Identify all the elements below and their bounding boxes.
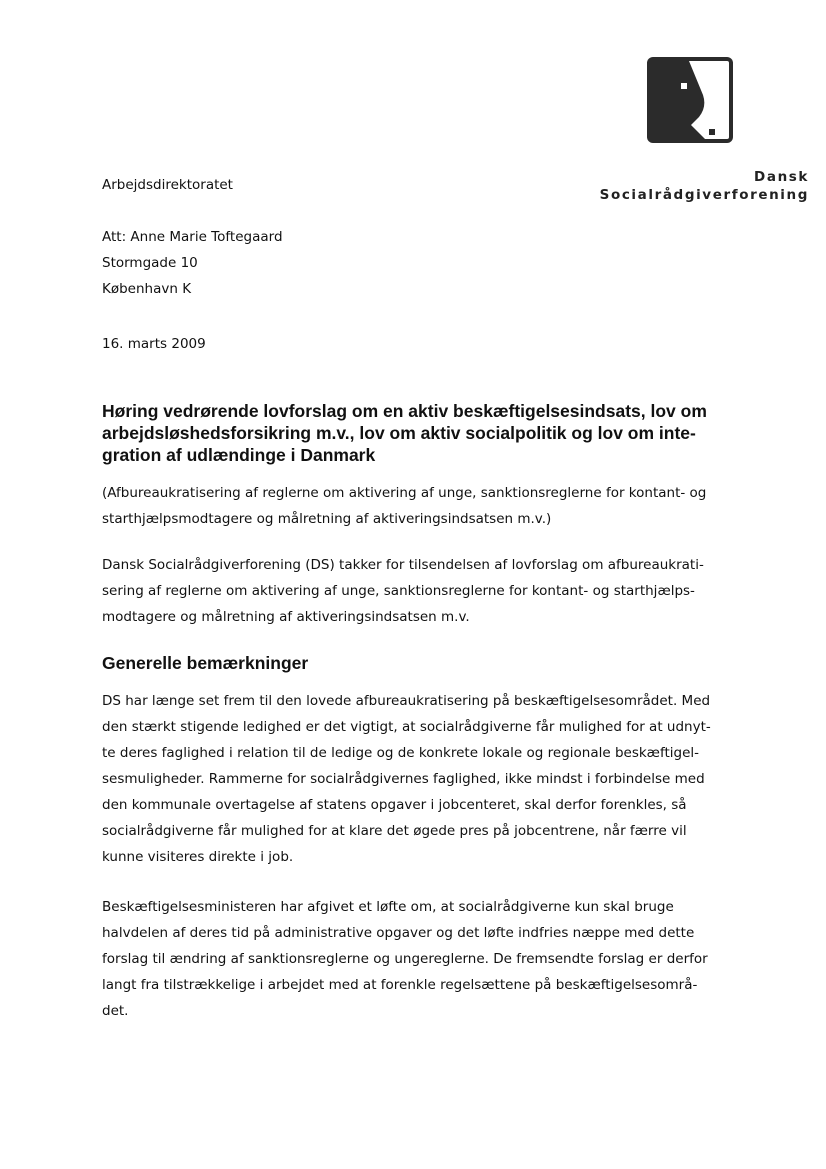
paragraph-line: sesmuligheder. Rammerne for socialrådgivernes faglighed, ikke mindst i forbindelse med (102, 771, 705, 787)
section-paragraph-1 (102, 688, 742, 870)
paragraph-line: te deres faglighed i relation til de ledige og de konkrete lokale og regionale beskæftigel- (102, 745, 699, 761)
paragraph-line: kunne visiteres direkte i job. (102, 849, 294, 865)
title-line: gration af udlændinge i Danmark (102, 445, 376, 465)
letter-subtitle (102, 480, 742, 532)
paragraph-line: det. (102, 1003, 129, 1019)
section-heading: Generelle bemærkninger (102, 653, 309, 673)
paragraph-line: langt fra tilstrækkelige i arbejdet med at forenkle regelsættene på beskæftigelsesområ- (102, 977, 698, 993)
title-line: Høring vedrørende lovforslag om en aktiv beskæftigelsesindsats, lov om (102, 401, 707, 421)
letter-title (102, 400, 742, 466)
paragraph-line: den kommunale overtagelse af statens opgaver i jobcenteret, skal derfor forenkles, så (102, 797, 687, 813)
subtitle-line: (Afbureaukratisering af reglerne om aktivering af unge, sanktionsreglerne for kontant- og (102, 485, 707, 501)
paragraph-line: forslag til ændring af sanktionsreglerne og ungereglerne. De fremsendte forslag er derfor (102, 951, 708, 967)
recipient-address (102, 172, 283, 302)
paragraph-line: socialrådgiverne får mulighed for at klare det øgede pres på jobcentrene, når færre vil (102, 823, 687, 839)
org-name-line: Socialrådgiverforening (599, 187, 809, 203)
paragraph-line: DS har længe set frem til den lovede afbureaukratisering på beskæftigelsesområdet. Med (102, 693, 711, 709)
paragraph-line: sering af reglerne om aktivering af unge, sanktionsreglerne for kontant- og starthjælps- (102, 583, 695, 599)
paragraph-line: halvdelen af deres tid på administrative opgaver og det løfte indfries næppe med dette (102, 925, 695, 941)
recipient-city: København K (102, 281, 192, 297)
subtitle-line: starthjælpsmodtagere og målretning af aktiveringsindsatsen m.v.) (102, 511, 552, 527)
recipient-street: Stormgade 10 (102, 255, 198, 271)
sender-organization-name (600, 168, 809, 204)
org-name-line: Dansk (754, 169, 809, 185)
spacer (102, 198, 283, 224)
letter-date: 16. marts 2009 (102, 336, 206, 352)
paragraph-line: Dansk Socialrådgiverforening (DS) takker for tilsendelsen af lovforslag om afbureaukrati- (102, 557, 704, 573)
logo-eye (681, 83, 687, 89)
title-line: arbejdsløshedsforsikring m.v., lov om aktiv socialpolitik og lov om inte- (102, 423, 696, 443)
paragraph-line: modtagere og målretning af aktiveringsindsatsen m.v. (102, 609, 470, 625)
profile-face-logo-icon (645, 55, 735, 145)
section-paragraph-2 (102, 894, 742, 1024)
paragraph-line: den stærkt stigende ledighed er det vigtigt, at socialrådgiverne får mulighed for at udnyt- (102, 719, 711, 735)
recipient-organization: Arbejdsdirektoratet (102, 177, 233, 193)
recipient-attention: Att: Anne Marie Toftegaard (102, 229, 283, 245)
logo-dot (709, 129, 715, 135)
paragraph-line: Beskæftigelsesministeren har afgivet et løfte om, at socialrådgiverne kun skal bruge (102, 899, 674, 915)
letter-body (102, 400, 742, 1024)
intro-paragraph (102, 552, 742, 630)
